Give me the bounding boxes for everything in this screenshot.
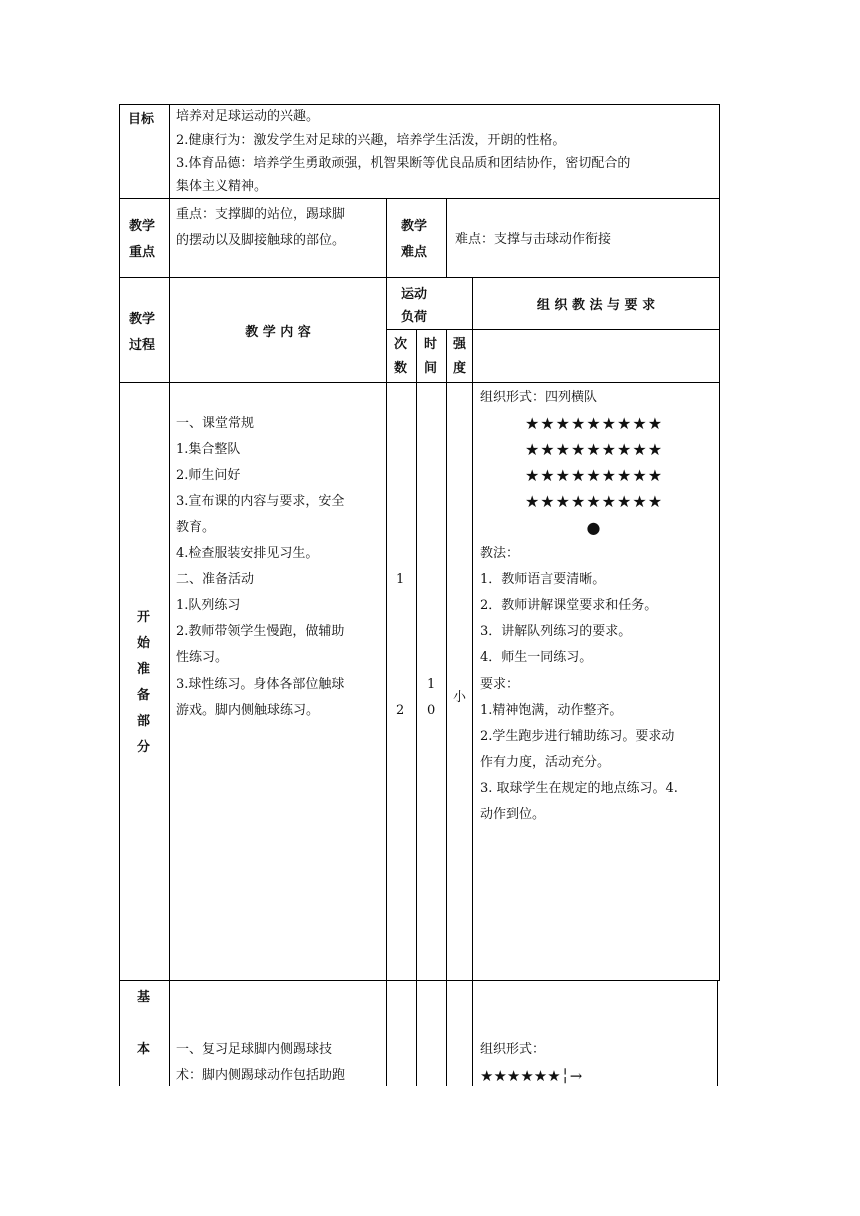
intensity-header: 强 [453, 337, 467, 352]
method-line: 2．教师讲解课堂要求和任务。 [480, 598, 658, 613]
rule [386, 329, 720, 330]
formation-star-row: ★★★★★★╎→ [480, 1067, 583, 1085]
count-header: 数 [394, 361, 408, 376]
content-line: 一、复习足球脚内侧踢球技 [176, 1042, 333, 1057]
content-line: 2.教师带领学生慢跑，做辅助 [176, 624, 345, 639]
method-line: 3. 取球学生在规定的地点练习。4. [480, 781, 678, 796]
process-header: 过程 [129, 338, 156, 353]
formation-title: 组织形式：四列横队 [480, 390, 598, 405]
rule [119, 104, 120, 1086]
load-header: 运动 [401, 287, 428, 302]
time-value: 0 [427, 703, 436, 718]
key-point-label: 重点 [129, 245, 156, 260]
rule [472, 277, 473, 1086]
rule [119, 198, 720, 199]
intensity-value: 小 [453, 690, 467, 705]
difficulty-label: 教学 [401, 219, 428, 234]
method-line: 3．讲解队列练习的要求。 [480, 624, 632, 639]
rule [119, 980, 720, 981]
count-value: 1 [396, 572, 405, 587]
key-point-text: 重点：支撑脚的站位，踢球脚 [176, 207, 346, 222]
method-line: 2.学生跑步进行辅助练习。要求动 [480, 729, 675, 744]
key-point-text: 的摆动以及脚接触球的部位。 [176, 233, 346, 248]
method-line: 教法： [480, 546, 520, 561]
content-line: 一、课堂常规 [176, 416, 255, 431]
content-line: 1.队列练习 [176, 598, 241, 613]
formation-star-row: ★★★★★★★★★ [524, 492, 664, 511]
content-line: 教育。 [176, 520, 216, 535]
content-line: 游戏。脚内侧触球练习。 [176, 703, 320, 718]
section-label: 备 [137, 688, 151, 703]
formation-star-row: ★★★★★★★★★ [524, 466, 664, 485]
method-line: 作有力度，活动充分。 [480, 755, 611, 770]
section-label: 开 [137, 610, 151, 625]
method-header: 组 织 教 法 与 要 求 [536, 298, 656, 313]
method-line: 动作到位。 [480, 807, 546, 822]
section-label: 部 [137, 714, 151, 729]
objective-line: 集体主义精神。 [176, 179, 268, 194]
method-line: 4．师生一同练习。 [480, 650, 593, 665]
objective-line: 3.体育品德：培养学生勇敢顽强，机智果断等优良品质和团结协作，密切配合的 [176, 156, 631, 171]
section-label: 准 [137, 662, 151, 677]
difficulty-label: 难点 [401, 245, 428, 260]
objective-line: 培养对足球运动的兴趣。 [176, 109, 320, 124]
section-label: 基 [137, 990, 151, 1005]
time-header: 时 [424, 337, 438, 352]
difficulty-text: 难点：支撑与击球动作衔接 [455, 232, 612, 247]
content-line: 性练习。 [176, 650, 229, 665]
method-line: 1.精神饱满，动作整齐。 [480, 703, 623, 718]
content-header: 教 学 内 容 [245, 325, 311, 340]
key-point-label: 教学 [129, 219, 156, 234]
rule [717, 980, 718, 1086]
content-line: 术：脚内侧踢球动作包括助跑 [176, 1068, 346, 1083]
content-line: 3.宣布课的内容与要求，安全 [176, 494, 345, 509]
section-label: 始 [137, 636, 151, 651]
content-line: 4.检查服装安排见习生。 [176, 546, 319, 561]
rule [119, 277, 720, 278]
content-line: 二、准备活动 [176, 572, 255, 587]
formation-star-row: ★★★★★★★★★ [524, 440, 664, 459]
objective-label: 目标 [128, 112, 155, 127]
content-line: 2.师生问好 [176, 468, 241, 483]
teacher-dot-icon: ● [586, 518, 602, 537]
rule [386, 198, 387, 1086]
rule [719, 104, 720, 980]
content-line: 3.球性练习。身体各部位触球 [176, 677, 345, 692]
rule [416, 329, 417, 1086]
rule [119, 382, 720, 383]
time-value: 1 [427, 677, 436, 692]
process-header: 教学 [129, 312, 156, 327]
load-header: 负荷 [401, 310, 428, 325]
count-header: 次 [394, 337, 408, 352]
content-line: 1.集合整队 [176, 442, 241, 457]
section-label: 分 [137, 740, 151, 755]
method-line: 要求： [480, 677, 520, 692]
formation-star-row: ★★★★★★★★★ [524, 414, 664, 433]
rule [446, 198, 447, 277]
rule [119, 104, 720, 105]
intensity-header: 度 [453, 361, 467, 376]
section-label: 本 [137, 1042, 151, 1057]
rule [169, 104, 170, 1086]
method-line: 1．教师语言要清晰。 [480, 572, 606, 587]
rule [446, 329, 447, 1086]
formation-title: 组织形式： [480, 1042, 546, 1057]
time-header: 间 [424, 361, 438, 376]
count-value: 2 [396, 703, 405, 718]
objective-line: 2.健康行为：激发学生对足球的兴趣，培养学生活泼，开朗的性格。 [176, 133, 566, 148]
